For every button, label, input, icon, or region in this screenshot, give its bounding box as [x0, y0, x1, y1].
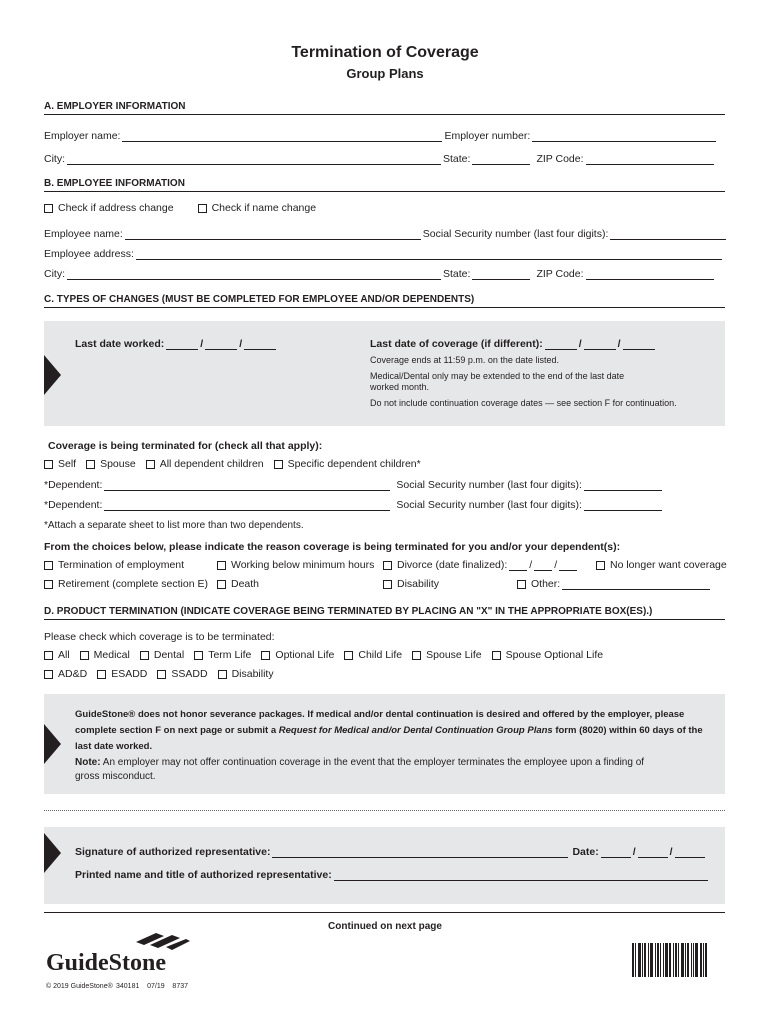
signature-row: Signature of authorized representative: Date: / / [75, 846, 707, 858]
printed-name-label: Printed name and title of authorized representative: [75, 869, 332, 881]
change-checks-row [44, 202, 326, 214]
dependent-1-label: *Dependent: [44, 479, 103, 491]
coverage-dental-checkbox[interactable] [140, 649, 184, 661]
dependent-2-row [44, 499, 664, 511]
checkbox-icon [157, 670, 166, 679]
coverage-spouse-life-label: Spouse Life [426, 649, 482, 661]
footer-rule [44, 912, 725, 913]
other-reason-label: Other: [531, 578, 561, 590]
checkbox-icon [80, 651, 89, 660]
section-a-heading: A. EMPLOYER INFORMATION [44, 101, 725, 115]
employer-number-field[interactable] [532, 131, 716, 142]
coverage-row-1 [44, 649, 613, 661]
printed-name-row [75, 869, 710, 881]
spouse-checkbox[interactable] [86, 458, 136, 470]
coverage-note-3: Do not include continuation coverage dates — see section F for continuation. [370, 398, 677, 408]
employer-number-label: Employer number: [444, 130, 531, 142]
state-label: State: [443, 268, 471, 280]
checkbox-icon [383, 561, 392, 570]
dependent-2-label: *Dependent: [44, 499, 103, 511]
working-below-label: Working below minimum hours [231, 559, 375, 571]
notice-line-1: GuideStone® does not honor severance packages. If medical and/or dental continuation is desired and offered by the employer, please [75, 709, 685, 720]
signature-month-field[interactable] [601, 847, 631, 858]
self-label: Self [58, 458, 77, 470]
termination-employment-checkbox[interactable] [44, 559, 184, 571]
working-below-checkbox[interactable] [217, 559, 374, 571]
checkbox-icon [274, 460, 283, 469]
coverage-esadd-checkbox[interactable] [97, 668, 147, 680]
zip-label: ZIP Code: [536, 268, 584, 280]
employee-address-label: Employee address: [44, 248, 134, 260]
employee-zip-field[interactable] [586, 269, 714, 280]
checkbox-icon [217, 580, 226, 589]
employee-name-field[interactable] [125, 229, 421, 240]
attach-note: *Attach a separate sheet to list more than two dependents. [44, 520, 304, 531]
employer-city-row [44, 153, 716, 165]
divorce-checkbox[interactable]: Divorce (date finalized): / / [383, 559, 579, 571]
coverage-dental-label: Dental [153, 649, 185, 661]
coverage-spouse-life-checkbox[interactable] [412, 649, 481, 661]
checkbox-icon [44, 460, 53, 469]
death-label: Death [231, 578, 260, 590]
terminated-for-options [44, 458, 431, 470]
coverage-ssadd-label: SSADD [171, 668, 208, 680]
checkbox-icon [198, 204, 207, 213]
printed-name-field[interactable] [334, 870, 708, 881]
employee-city-row [44, 268, 716, 280]
disability-reason-label: Disability [397, 578, 440, 590]
checkbox-icon [218, 670, 227, 679]
last-worked-day-field[interactable] [205, 339, 237, 350]
coverage-esadd-label: ESADD [111, 668, 148, 680]
copyright: © 2019 GuideStone® [46, 983, 113, 990]
checkbox-icon [44, 651, 53, 660]
date-label: Date: [572, 846, 599, 858]
notice-line-2 [75, 723, 715, 739]
last-date-coverage-row: Last date of coverage (if different): / / [370, 338, 657, 350]
signature-year-field[interactable] [675, 847, 705, 858]
all-dependents-checkbox[interactable] [146, 458, 264, 470]
coverage-disability-label: Disability [231, 668, 274, 680]
section-d-heading: D. PRODUCT TERMINATION (INDICATE COVERAGE BEING TERMINATED BY PLACING AN "X" IN THE APPROPRIATE BOX(ES).) [44, 606, 725, 620]
coverage-optional-life-label: Optional Life [275, 649, 335, 661]
notice-note-line-1 [75, 756, 715, 770]
signature-label: Signature of authorized representative: [75, 846, 271, 858]
reason-prompt: From the choices below, please indicate the reason coverage is being terminated for you and/or your dependent(s): [44, 541, 621, 553]
last-date-worked-label: Last date worked: [75, 338, 165, 350]
coverage-medical-checkbox[interactable] [80, 649, 130, 661]
checkbox-icon [194, 651, 203, 660]
notice-line-2a: complete section F on next page or submit a [75, 725, 279, 736]
checkbox-icon [146, 460, 155, 469]
coverage-child-life-checkbox[interactable] [344, 649, 402, 661]
employer-name-row [44, 130, 718, 142]
coverage-disability-checkbox[interactable] [218, 668, 274, 680]
dependent-1-row [44, 479, 664, 491]
no-longer-want-label: No longer want coverage [610, 559, 727, 571]
checkbox-icon [44, 670, 53, 679]
section-c-heading: C. TYPES OF CHANGES (MUST BE COMPLETED FOR EMPLOYEE AND/OR DEPENDENTS) [44, 294, 725, 308]
signature-day-field[interactable] [638, 847, 668, 858]
last-worked-month-field[interactable] [166, 339, 198, 350]
checkbox-icon [217, 561, 226, 570]
name-change-label: Check if name change [211, 202, 317, 214]
all-dependents-label: All dependent children [159, 458, 264, 470]
employee-state-field[interactable] [472, 269, 530, 280]
coverage-year-field[interactable] [623, 339, 655, 350]
checkbox-icon [383, 580, 392, 589]
coverage-spouse-optional-life-checkbox[interactable] [492, 649, 603, 661]
other-reason-checkbox[interactable] [517, 578, 712, 590]
checkbox-icon [44, 561, 53, 570]
divorce-month-field[interactable] [509, 560, 527, 571]
last-date-worked-row: Last date worked: / / [75, 338, 278, 350]
ssn-label: Social Security number (last four digits): [422, 228, 609, 240]
dependent-2-field[interactable] [104, 500, 390, 511]
divorce-year-field[interactable] [559, 560, 577, 571]
checkbox-icon [44, 580, 53, 589]
retirement-checkbox[interactable] [44, 578, 208, 590]
coverage-day-field[interactable] [584, 339, 616, 350]
dependent-1-ssn-label: Social Security number (last four digits): [396, 479, 582, 491]
coverage-month-field[interactable] [545, 339, 577, 350]
notice-note-line-2: gross misconduct. [75, 771, 156, 782]
notice-text [75, 707, 715, 755]
coverage-note-2b: worked month. [370, 382, 430, 392]
employee-ssn-field[interactable] [610, 229, 726, 240]
employer-name-label: Employer name: [44, 130, 121, 142]
guidestone-logo-mark-icon [134, 930, 192, 952]
coverage-term-life-label: Term Life [208, 649, 252, 661]
notice-line-3: last date worked. [75, 741, 153, 752]
checkbox-icon [44, 204, 53, 213]
city-label: City: [44, 268, 65, 280]
employee-city-field[interactable] [67, 269, 441, 280]
form-title: Termination of Coverage [291, 44, 479, 61]
disability-reason-checkbox[interactable] [383, 578, 439, 590]
other-reason-field[interactable] [562, 579, 710, 590]
checkbox-icon [492, 651, 501, 660]
self-checkbox[interactable] [44, 458, 76, 470]
notice-line-2b: form (8020) within 60 days of the [552, 725, 703, 736]
section-b-heading: B. EMPLOYEE INFORMATION [44, 178, 725, 192]
checkbox-icon [140, 651, 149, 660]
checkbox-icon [517, 580, 526, 589]
dependent-2-ssn-label: Social Security number (last four digits): [396, 499, 582, 511]
dependent-2-ssn-field[interactable] [584, 500, 662, 511]
coverage-child-life-label: Child Life [358, 649, 403, 661]
divorce-label: Divorce (date finalized): [397, 559, 508, 571]
form-subtitle: Group Plans [346, 66, 424, 81]
termination-employment-label: Termination of employment [58, 559, 185, 571]
dependent-1-field[interactable] [104, 480, 390, 491]
address-change-label: Check if address change [58, 202, 174, 214]
no-longer-want-checkbox[interactable] [596, 559, 727, 571]
state-label: State: [443, 153, 471, 165]
signature-panel [44, 827, 725, 904]
retirement-label: Retirement (complete section E) [58, 578, 208, 590]
divider [44, 810, 725, 811]
last-worked-year-field[interactable] [244, 339, 276, 350]
coverage-note-2a: Medical/Dental only may be extended to the end of the last date [370, 371, 625, 381]
divorce-day-field[interactable] [534, 560, 552, 571]
employee-name-label: Employee name: [44, 228, 123, 240]
employer-zip-field[interactable] [586, 154, 714, 165]
continued-note: Continued on next page [328, 921, 442, 932]
arrow-pointer-icon [44, 833, 61, 873]
death-checkbox[interactable] [217, 578, 259, 590]
arrow-pointer-icon [44, 724, 61, 764]
terminated-for-label: Coverage is being terminated for (check all that apply): [48, 440, 323, 452]
checkbox-icon [261, 651, 270, 660]
coverage-all-checkbox[interactable] [44, 649, 70, 661]
coverage-spouse-optional-life-label: Spouse Optional Life [505, 649, 604, 661]
coverage-medical-label: Medical [93, 649, 130, 661]
employee-address-row [44, 248, 724, 260]
notice-note [75, 756, 715, 784]
barcode-icon [632, 943, 724, 977]
zip-label: ZIP Code: [536, 153, 584, 165]
coverage-row-2 [44, 668, 284, 680]
coverage-term-life-checkbox[interactable] [194, 649, 251, 661]
coverage-prompt: Please check which coverage is to be terminated: [44, 631, 275, 643]
specific-dependents-checkbox[interactable] [274, 458, 421, 470]
notice-note-label: Note: [75, 757, 101, 768]
arrow-pointer-icon [44, 355, 61, 395]
notice-note-text-1: An employer may not offer continuation coverage in the event that the employer terminates the employee upon a finding of [100, 757, 645, 768]
address-change-checkbox[interactable] [44, 202, 174, 214]
dependent-1-ssn-field[interactable] [584, 480, 662, 491]
city-label: City: [44, 153, 65, 165]
specific-dependents-label: Specific dependent children* [287, 458, 421, 470]
coverage-optional-life-checkbox[interactable] [261, 649, 334, 661]
coverage-add-checkbox[interactable] [44, 668, 87, 680]
checkbox-icon [596, 561, 605, 570]
employer-state-field[interactable] [472, 154, 530, 165]
employer-city-field[interactable] [67, 154, 441, 165]
name-change-checkbox[interactable] [198, 202, 316, 214]
coverage-ssadd-checkbox[interactable] [157, 668, 207, 680]
guidestone-logo: GuideStone [46, 950, 167, 976]
form-codes: 340181 07/19 8737 [116, 983, 189, 990]
checkbox-icon [344, 651, 353, 660]
coverage-add-label: AD&D [58, 668, 88, 680]
checkbox-icon [97, 670, 106, 679]
coverage-note-1: Coverage ends at 11:59 p.m. on the date listed. [370, 355, 559, 365]
signature-field[interactable] [272, 847, 568, 858]
checkbox-icon [412, 651, 421, 660]
spouse-label: Spouse [100, 458, 136, 470]
last-date-coverage-label: Last date of coverage (if different): [370, 338, 543, 350]
notice-form-name: Request for Medical and/or Dental Continuation Group Plans [278, 725, 553, 736]
employee-address-field[interactable] [136, 249, 722, 260]
employer-name-field[interactable] [122, 131, 442, 142]
employee-name-row [44, 228, 728, 240]
coverage-all-label: All [58, 649, 70, 661]
checkbox-icon [86, 460, 95, 469]
